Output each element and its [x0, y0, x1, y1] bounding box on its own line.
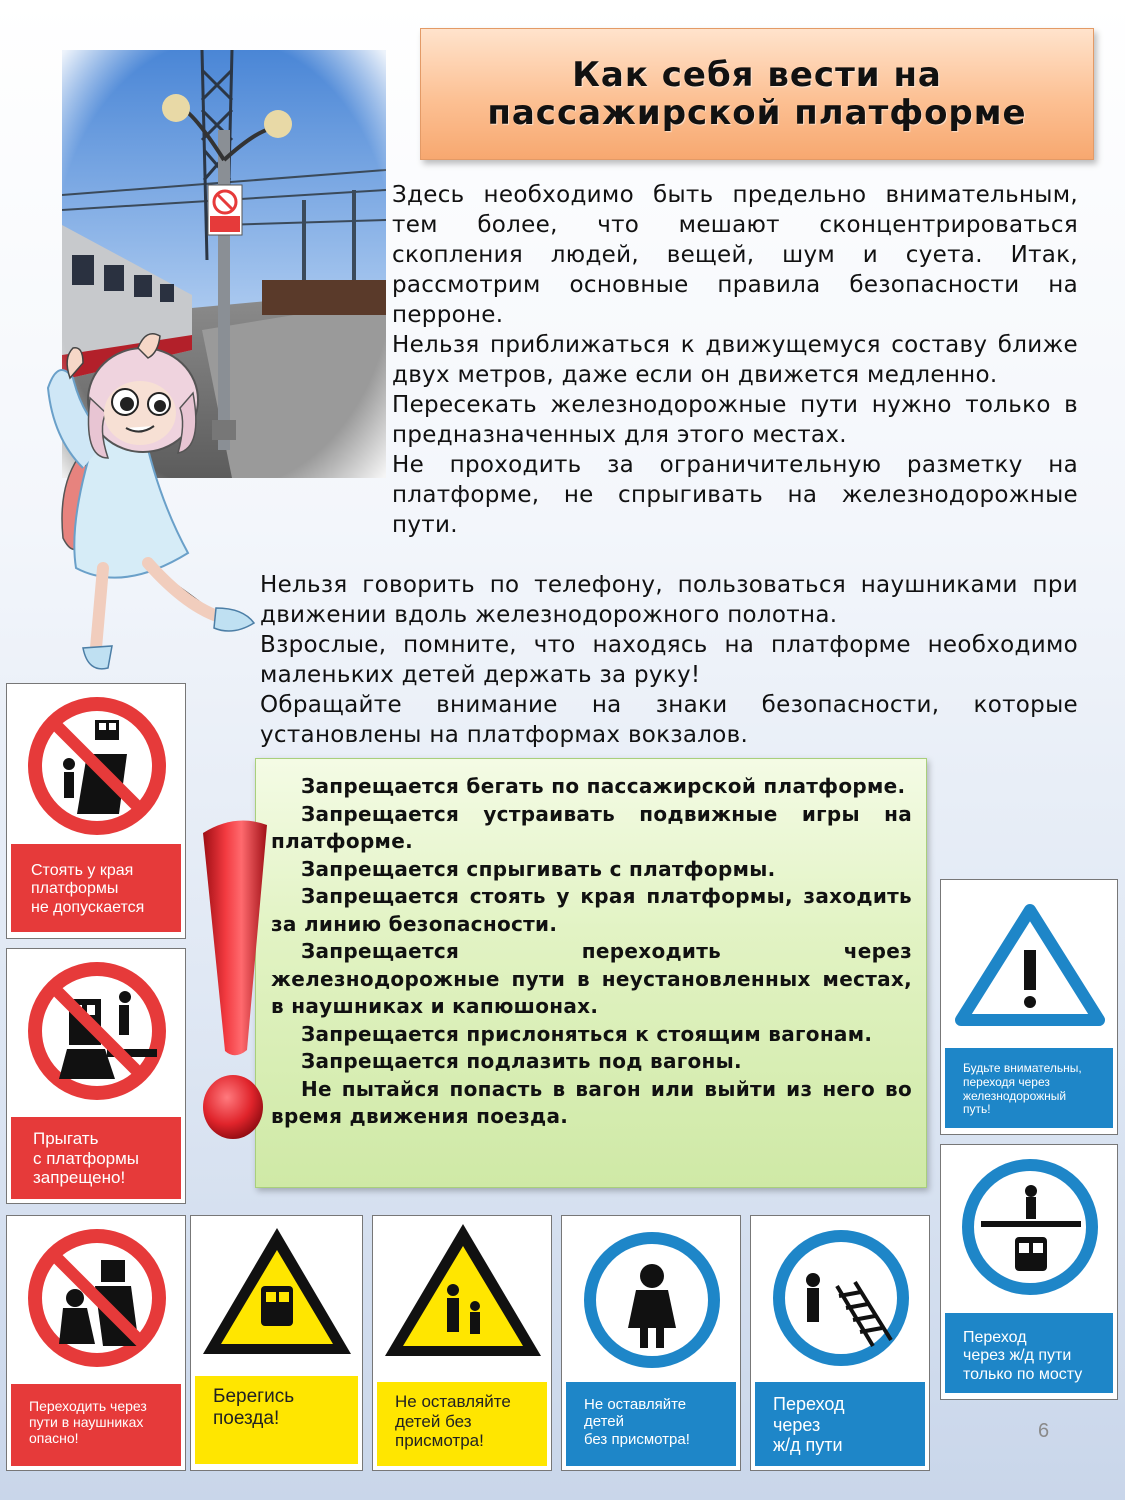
child-crying-icon [562, 1216, 741, 1376]
sign-caption: Не оставляйте детей без присмотра! [377, 1382, 547, 1466]
rule-item: Запрещается прислоняться к стоящим вагонам. [301, 1021, 873, 1046]
paragraph: Нельзя говорить по телефону, пользоваться наушниками при движении вдоль железнодорожного полотна. [260, 572, 1078, 628]
girl-illustration [28, 318, 268, 688]
sign-caption: Не оставляйте детей без присмотра! [566, 1382, 736, 1466]
sign-caption: Стоять у края платформы не допускается [11, 844, 181, 932]
paragraph: Нельзя приближаться к движущемуся составу ближе двух метров, даже если он движется медленно. [392, 332, 1078, 388]
rule-item: Запрещается стоять у края платформы, заходить за линию безопасности. [271, 884, 912, 936]
rule-item: Не пытайся попасть в вагон или выйти из него во время движения поезда. [271, 1076, 912, 1128]
paragraph: Не проходить за ограничительную разметку на платформе, не спрыгивать на железнодорожные пути. [392, 452, 1078, 538]
prohibition-headphones-icon [7, 1216, 186, 1376]
sign-caption: Берегись поезда! [195, 1376, 358, 1464]
page-number: 6 [1038, 1420, 1050, 1442]
page-title-box [420, 28, 1094, 160]
prohibition-edge-icon [7, 684, 186, 844]
paragraph: Взрослые, помните, что находясь на платформе необходимо маленьких детей держать за руку! [260, 632, 1078, 688]
rule-item: Запрещается подлазить под вагоны. [301, 1049, 742, 1073]
sign-caption: Будьте внимательны, переходя через железнодорожный путь! [945, 1048, 1113, 1128]
sign-caption: Переход через ж/д пути [755, 1382, 925, 1466]
paragraph: Пересекать железнодорожные пути нужно только в предназначенных для этого местах. [392, 392, 1078, 448]
page-title: Как себя вести на пассажирской платформе [487, 55, 1027, 133]
paragraph: Здесь необходимо быть предельно внимательным, тем более, что мешают сконцентрироваться скопления людей, вещей, шум и суета. Итак, рассмотрим основные правила безопасности на перроне. [392, 182, 1078, 328]
rule-item: Запрещается бегать по пассажирской платформе. [301, 774, 906, 798]
prohibition-jump-icon [7, 949, 186, 1109]
person-crossing-tracks-icon [751, 1216, 930, 1376]
rule-item: Запрещается переходить через железнодорожные пути в неустановленных местах, в наушниках и капюшонах. [271, 939, 912, 1018]
sign-no-headphones [6, 1215, 186, 1471]
sign-caption: Переход через ж/д пути только по мосту [945, 1313, 1113, 1393]
advice-text [260, 570, 1078, 750]
warning-children-icon [373, 1216, 552, 1376]
sign-watch-children-blue [561, 1215, 741, 1471]
paragraph: Обращайте внимание на знаки безопасности, которые установлены на платформах вокзалов. [260, 692, 1078, 748]
sign-no-standing-edge [6, 683, 186, 939]
warning-exclamation-icon [941, 880, 1118, 1040]
sign-caption: Прыгать с платформы запрещено! [11, 1117, 181, 1199]
bridge-crossing-icon [941, 1145, 1118, 1305]
sign-attention [940, 879, 1118, 1135]
sign-no-jumping [6, 948, 186, 1204]
warning-train-icon [191, 1216, 363, 1376]
intro-text [392, 180, 1078, 540]
rules-box [255, 758, 927, 1188]
sign-railway-crossing [750, 1215, 930, 1471]
sign-bridge-crossing [940, 1144, 1118, 1400]
sign-caption: Переходить через пути в наушниках опасно! [11, 1384, 181, 1466]
sign-watch-children-yellow [372, 1215, 552, 1471]
rule-item: Запрещается устраивать подвижные игры на платформе. [271, 801, 912, 853]
rule-item: Запрещается спрыгивать с платформы. [301, 856, 776, 881]
exclamation-icon [195, 815, 275, 1145]
sign-beware-train [190, 1215, 363, 1471]
